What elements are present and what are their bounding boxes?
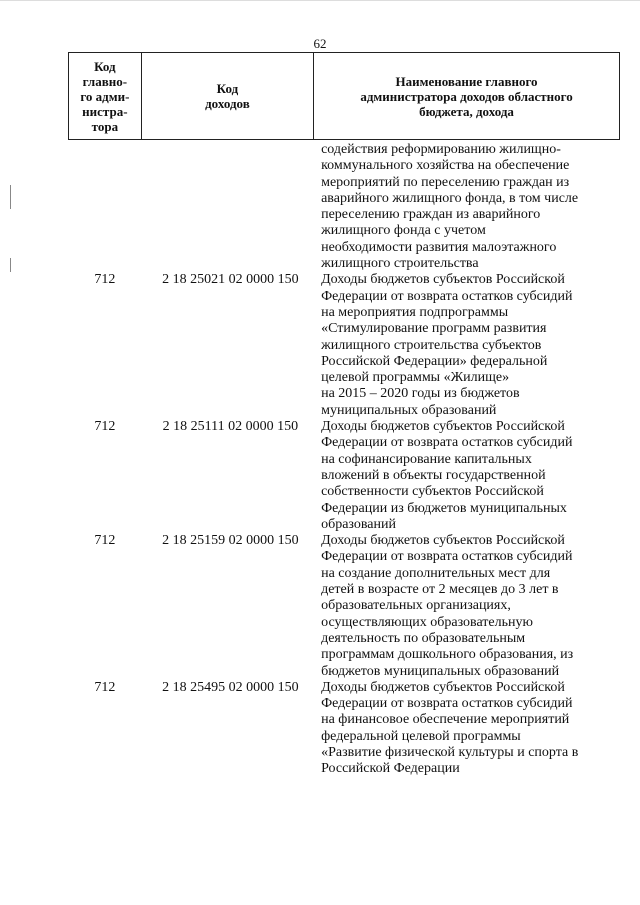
income-name-line: деятельность по образовательным — [321, 630, 526, 646]
income-name-line: целевой программы «Жилище» — [321, 370, 510, 386]
income-name-line: на 2015 – 2020 годы из бюджетов — [321, 386, 520, 402]
table-header — [68, 52, 620, 140]
income-name-line: жилищного строительства субъектов — [321, 337, 542, 353]
income-name-line: на создание дополнительных мест для — [321, 565, 551, 581]
header-text: главно- — [82, 73, 128, 89]
income-name-line: на мероприятия подпрограммы — [321, 304, 509, 320]
table-body — [68, 142, 620, 778]
header-text: тора — [91, 118, 119, 134]
income-name-cell — [319, 272, 620, 419]
income-name-line: аварийного жилищного фонда, в том числе — [321, 190, 579, 206]
income-code-cell: 2 18 25495 02 0000 150 — [162, 679, 299, 695]
table-row — [68, 533, 620, 680]
income-name-line: Федерации от возврата остатков субсидий — [321, 435, 573, 451]
header-text: Код — [94, 58, 116, 74]
income-name-line: мероприятий по переселению граждан из — [321, 174, 570, 190]
income-name-line: Федерации от возврата остатков субсидий — [321, 288, 573, 304]
income-name-line: образовательных организациях, — [321, 598, 511, 614]
admin-code-cell: 712 — [94, 679, 116, 695]
admin-code-cell: 712 — [94, 272, 116, 288]
income-name-line: Доходы бюджетов субъектов Российской — [321, 533, 565, 549]
page-number: 62 — [313, 36, 327, 51]
income-name-cell — [319, 142, 620, 272]
admin-code-cell: 712 — [94, 419, 116, 435]
scan-top-edge — [0, 0, 640, 1]
income-name-line: «Развитие физической культуры и спорта в — [321, 744, 579, 760]
income-name-line: Доходы бюджетов субъектов Российской — [321, 419, 565, 435]
header-admin-code — [68, 53, 142, 139]
table-row — [68, 680, 620, 778]
income-name-line: бюджетов муниципальных образований — [321, 663, 560, 679]
income-name-line: муниципальных образований — [321, 402, 497, 418]
table-row — [68, 142, 620, 272]
income-name-line: Доходы бюджетов субъектов Российской — [321, 679, 565, 695]
income-name-line: осуществляющих образовательную — [321, 614, 533, 630]
income-name-line: вложений в объекты государственной — [321, 467, 546, 483]
scan-margin-mark — [10, 258, 11, 272]
income-name-line: переселению граждан из аварийного — [321, 207, 541, 223]
income-name-line: детей в возрасте от 2 месяцев до 3 лет в — [321, 582, 559, 598]
income-name-line: коммунального хозяйства на обеспечение — [321, 158, 570, 174]
income-name-line: Федерации из бюджетов муниципальных — [321, 500, 567, 516]
income-name-line: жилищного фонда с учетом — [321, 223, 486, 239]
income-name-line: Доходы бюджетов субъектов Российской — [321, 272, 565, 288]
income-name-cell — [319, 419, 620, 533]
header-text: го адми- — [80, 88, 130, 104]
header-income-code — [142, 53, 314, 139]
income-name-line: Федерации от возврата остатков субсидий — [321, 696, 573, 712]
income-name-line: необходимости развития малоэтажного — [321, 239, 557, 255]
income-name-line: образований — [321, 516, 396, 532]
header-text: Код — [216, 81, 239, 96]
header-text: бюджета, дохода — [419, 103, 514, 119]
income-name-line: жилищного строительства — [321, 256, 479, 272]
income-name-line: «Стимулирование программ развития — [321, 321, 547, 337]
income-name-line: Российской Федерации — [321, 761, 460, 777]
income-name-line: собственности субъектов Российской — [321, 484, 544, 500]
table-row — [68, 272, 620, 419]
header-text: доходов — [205, 96, 250, 111]
admin-code-cell: 712 — [94, 533, 116, 549]
table-row — [68, 419, 620, 533]
header-text: администратора доходов областного — [360, 88, 573, 104]
income-name-line: на финансовое обеспечение мероприятий — [321, 712, 570, 728]
scan-margin-mark — [10, 185, 11, 209]
header-text: нистра- — [82, 103, 128, 119]
header-name — [314, 53, 620, 139]
income-name-line: на софинансирование капитальных — [321, 451, 532, 467]
income-name-cell — [319, 680, 620, 778]
header-text: Наименование главного — [395, 73, 538, 89]
income-name-line: федеральной целевой программы — [321, 728, 521, 744]
income-code-cell: 2 18 25159 02 0000 150 — [162, 533, 299, 549]
income-code-cell: 2 18 25021 02 0000 150 — [162, 272, 299, 288]
income-name-line: Федерации от возврата остатков субсидий — [321, 549, 573, 565]
income-code-cell: 2 18 25111 02 0000 150 — [162, 419, 299, 435]
income-name-line: программам дошкольного образования, из — [321, 647, 574, 663]
income-name-line: содействия реформированию жилищно- — [321, 142, 561, 157]
income-name-cell — [319, 533, 620, 680]
income-name-line: Российской Федерации» федеральной — [321, 353, 548, 369]
